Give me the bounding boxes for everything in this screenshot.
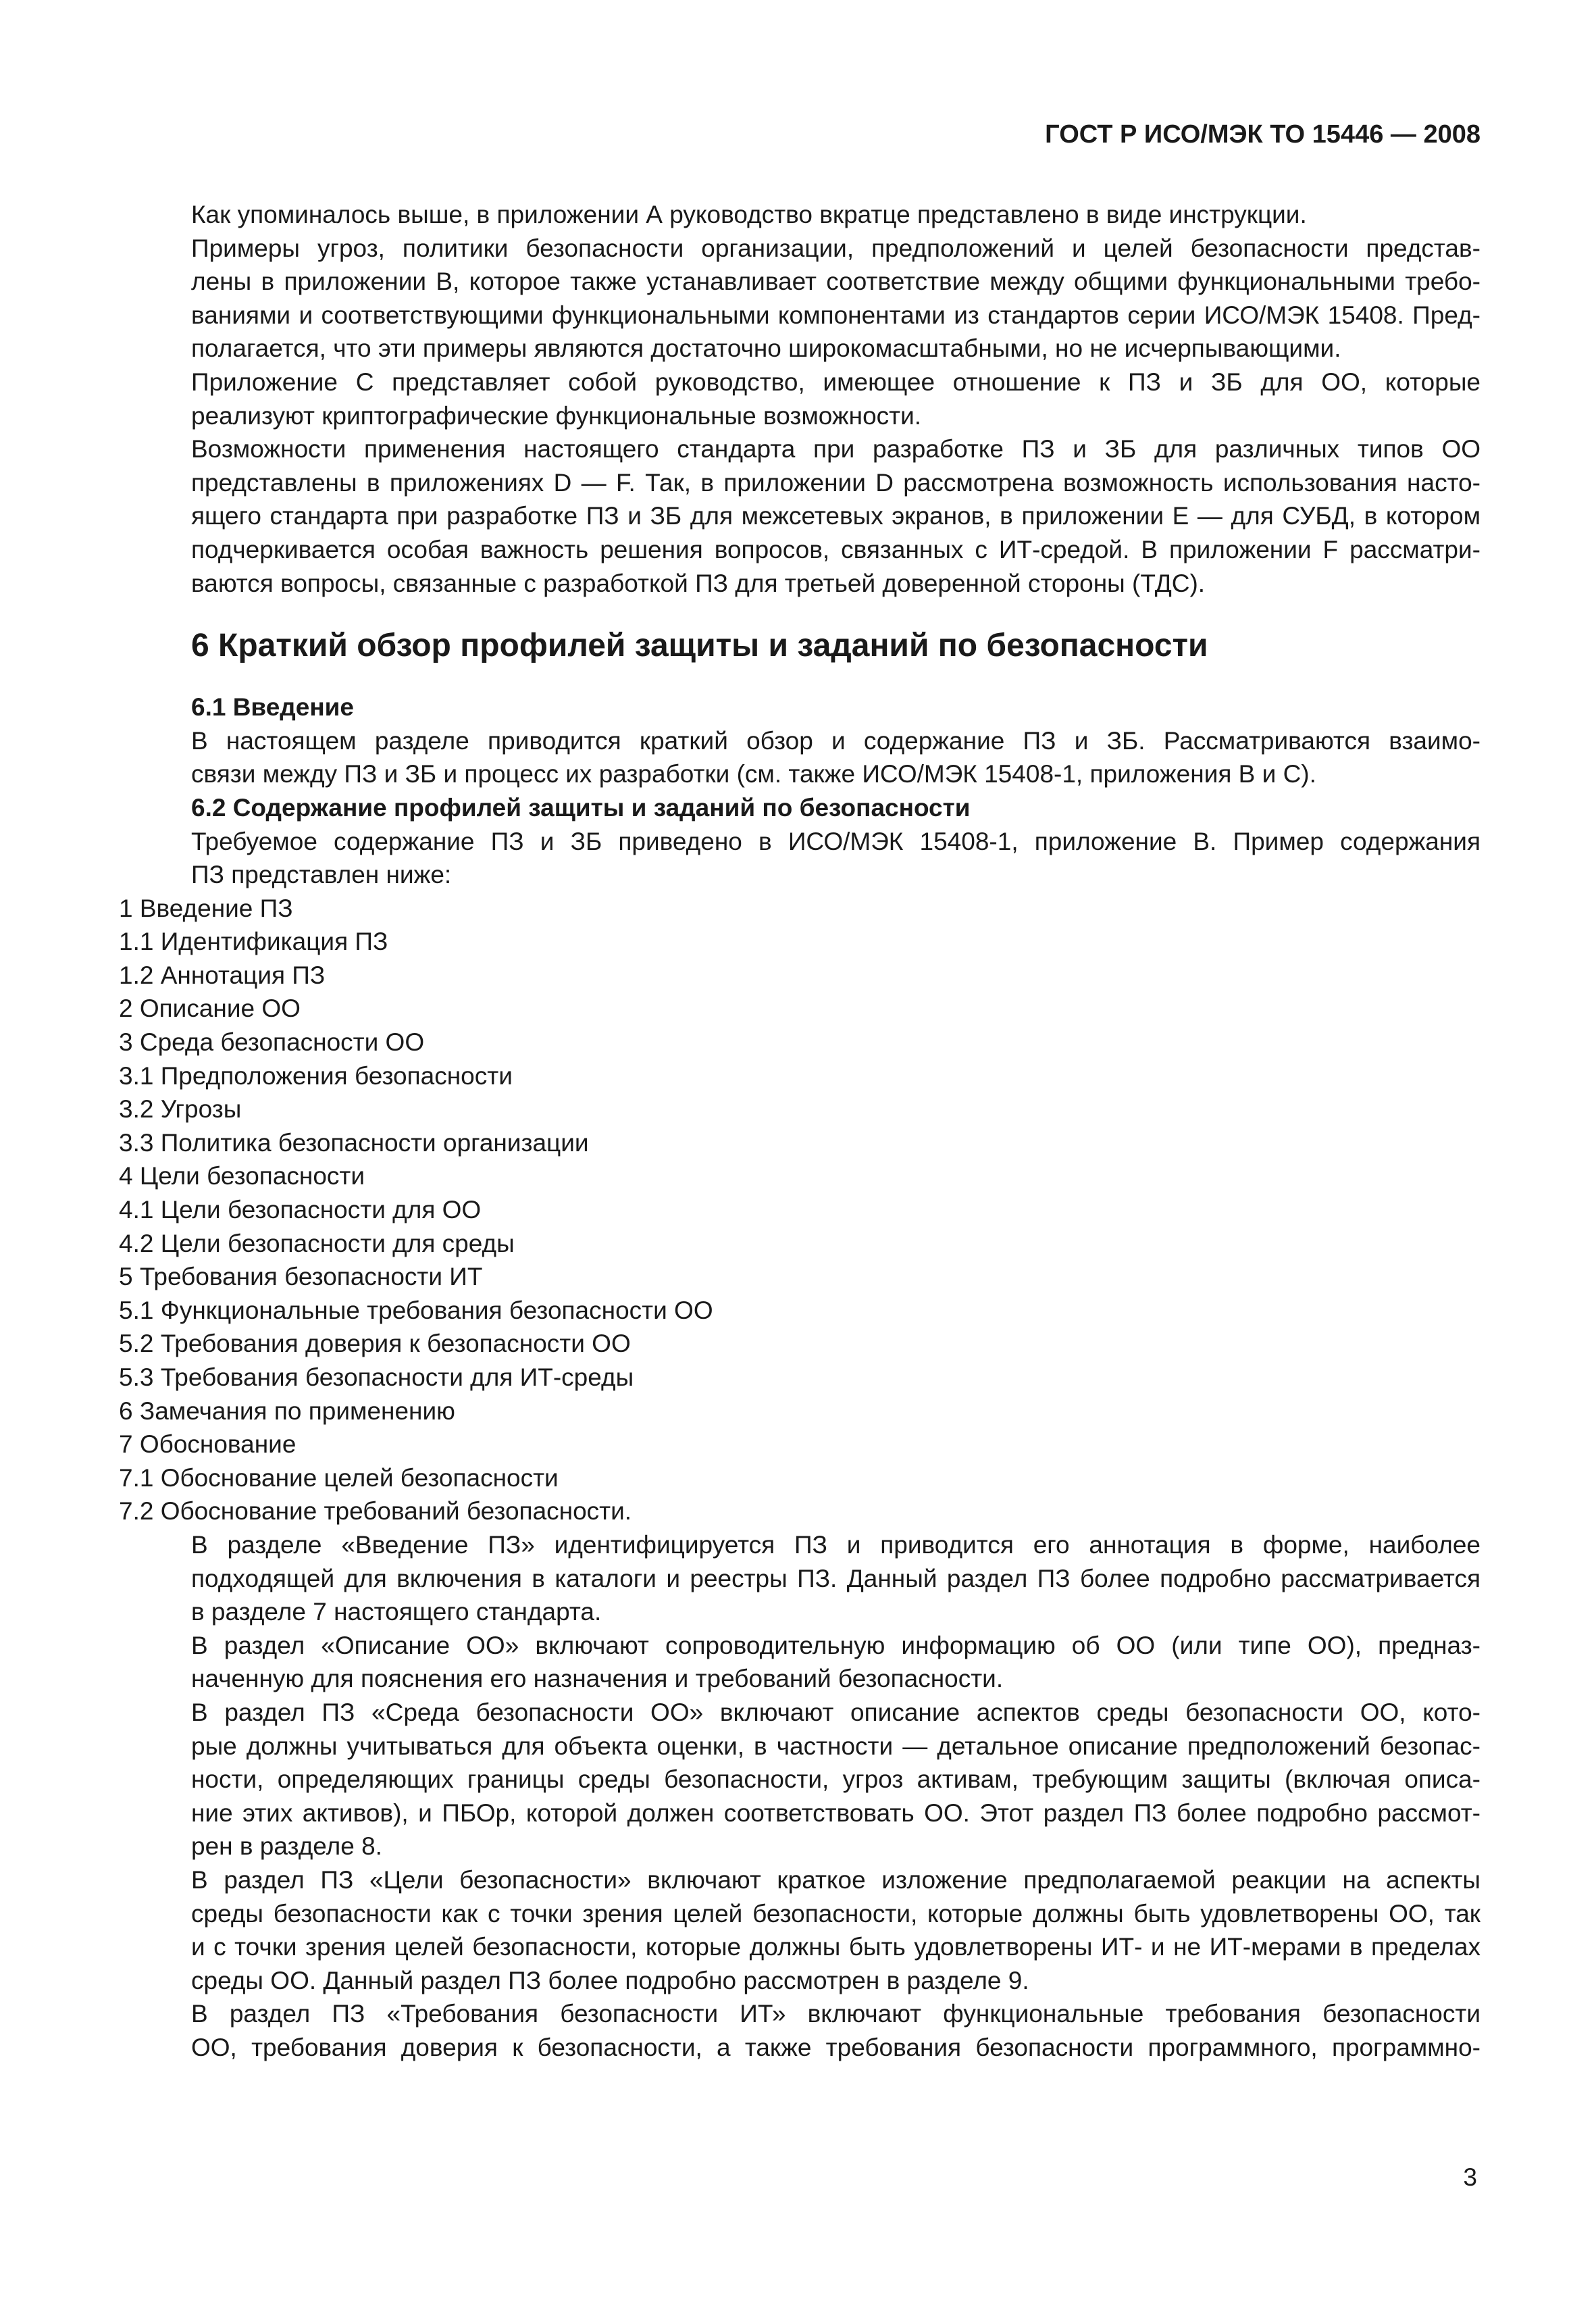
subsection-6-2-heading: 6.2 Содержание профилей защиты и заданий по безопасности bbox=[191, 793, 971, 822]
text-line: полагается, что эти примеры являются достаточно широкомасштабными, но не исчерпывающими. bbox=[191, 334, 1341, 363]
intro-paragraph-1 bbox=[119, 198, 1481, 232]
list-item: 7.1 Обоснование целей безопасности bbox=[119, 1463, 559, 1492]
text-line: представлены в приложениях D — F. Так, в приложении D рассмотрена возможность использования насто- bbox=[191, 468, 1481, 497]
text-line: среды ОО. Данный раздел ПЗ более подробно рассмотрен в разделе 9. bbox=[191, 1966, 1029, 1994]
list-item: 7 Обоснование bbox=[119, 1430, 297, 1459]
text-line: ПЗ представлен ниже: bbox=[191, 861, 452, 889]
text-line: В раздел ПЗ «Среда безопасности ОО» включают описание аспектов среды безопасности ОО, кото- bbox=[191, 1698, 1481, 1726]
text-line: рен в разделе 8. bbox=[191, 1832, 382, 1861]
page-content bbox=[119, 198, 1481, 2064]
text-line: наченную для пояснения его назначения и требований безопасности. bbox=[191, 1665, 1004, 1693]
text-line: В раздел ПЗ «Требования безопасности ИТ» включают функциональные требования безопасности bbox=[191, 2000, 1481, 2028]
list-item: 4.2 Цели безопасности для среды bbox=[119, 1229, 515, 1257]
list-item: 6 Замечания по применению bbox=[119, 1397, 455, 1425]
text-line: В разделе «Введение ПЗ» идентифицируется ПЗ и приводится его аннотация в форме, наиболее bbox=[191, 1530, 1481, 1559]
text-line: подходящей для включения в каталоги и реестры ПЗ. Данный раздел ПЗ более подробно рассматривается bbox=[191, 1564, 1481, 1592]
text-line: Требуемое содержание ПЗ и ЗБ приведено в ИСО/МЭК 15408-1, приложение В. Пример содержания bbox=[191, 827, 1481, 855]
text-line: и с точки зрения целей безопасности, которые должны быть удовлетворены ИТ- и не ИТ-мерами в пределах bbox=[191, 1933, 1481, 1961]
list-item: 4 Цели безопасности bbox=[119, 1162, 365, 1190]
text-line: среды безопасности как с точки зрения целей безопасности, которые должны быть удовлетворены ОО, так bbox=[191, 1899, 1481, 1928]
text-line: рые должны учитываться для объекта оценки, в частности — детальное описание предположений безопас- bbox=[191, 1732, 1481, 1760]
text-line: ОО, требования доверия к безопасности, а также требования безопасности программного, программно- bbox=[191, 2033, 1481, 2061]
list-item: 1 Введение ПЗ bbox=[119, 894, 293, 922]
list-item: 2 Описание ОО bbox=[119, 995, 301, 1023]
text-line: ности, определяющих границы среды безопасности, угроз активам, требующим защиты (включая описа- bbox=[191, 1765, 1481, 1794]
text-line: ваниями и соответствующими функциональными компонентами из стандартов серии ИСО/МЭК 15408. Пред- bbox=[191, 301, 1481, 329]
body-paragraph bbox=[119, 1863, 1481, 1997]
subsection-6-2-paragraph bbox=[119, 825, 1481, 892]
text-line: подчеркивается особая важность решения вопросов, связанных с ИТ-средой. В приложении F рассматри- bbox=[191, 535, 1481, 563]
text-line: В настоящем разделе приводится краткий обзор и содержание ПЗ и ЗБ. Рассматриваются взаимо- bbox=[191, 726, 1481, 755]
list-item: 3.3 Политика безопасности организации bbox=[119, 1128, 589, 1157]
body-paragraph bbox=[119, 1997, 1481, 2064]
text-line: Возможности применения настоящего стандарта при разработке ПЗ и ЗБ для различных типов ОО bbox=[191, 435, 1481, 463]
list-item: 4.1 Цели безопасности для ОО bbox=[119, 1196, 482, 1224]
list-item: 5.2 Требования доверия к безопасности ОО bbox=[119, 1330, 631, 1358]
text-line: Примеры угроз, политики безопасности организации, предположений и целей безопасности представ- bbox=[191, 234, 1481, 262]
page-number: 3 bbox=[1463, 2163, 1477, 2191]
text-line: ящего стандарта при разработке ПЗ и ЗБ для межсетевых экранов, в приложении Е — для СУБД, в котором bbox=[191, 502, 1481, 530]
list-item: 5.3 Требования безопасности для ИТ-среды bbox=[119, 1363, 634, 1391]
intro-paragraph-2 bbox=[119, 232, 1481, 366]
text-line: связи между ПЗ и ЗБ и процесс их разработки (см. также ИСО/МЭК 15408-1, приложения В и С). bbox=[191, 760, 1316, 788]
subsection-6-1-heading: 6.1 Введение bbox=[191, 693, 355, 722]
body-paragraph bbox=[119, 1629, 1481, 1696]
list-item: 5 Требования безопасности ИТ bbox=[119, 1263, 483, 1291]
list-item: 3 Среда безопасности ОО bbox=[119, 1028, 425, 1057]
text-line: В раздел ПЗ «Цели безопасности» включают краткое изложение предполагаемой реакции на аспекты bbox=[191, 1865, 1481, 1894]
document-code-header: ГОСТ Р ИСО/МЭК ТО 15446 — 2008 bbox=[1045, 120, 1481, 149]
section-6-heading: 6 Краткий обзор профилей защиты и заданий по безопасности bbox=[191, 628, 1208, 664]
intro-paragraph-3 bbox=[119, 366, 1481, 432]
text-line: ваются вопросы, связанные с разработкой ПЗ для третьей доверенной стороны (ТДС). bbox=[191, 569, 1206, 597]
pz-contents-list bbox=[119, 892, 1481, 1528]
text-line: Приложение С представляет собой руководство, имеющее отношение к ПЗ и ЗБ для ОО, которые bbox=[191, 368, 1481, 396]
list-item: 7.2 Обоснование требований безопасности. bbox=[119, 1497, 632, 1526]
text-line: лены в приложении В, которое также устанавливает соответствие между общими функциональными требо- bbox=[191, 268, 1481, 296]
text-line: реализуют криптографические функциональные возможности. bbox=[191, 401, 922, 430]
subsection-6-1-paragraph bbox=[119, 724, 1481, 791]
text-line: ние этих активов), и ПБОр, которой должен соответствовать ОО. Этот раздел ПЗ более подробно рассмот- bbox=[191, 1799, 1481, 1827]
body-paragraph bbox=[119, 1528, 1481, 1629]
intro-paragraph-4 bbox=[119, 432, 1481, 600]
list-item: 5.1 Функциональные требования безопасности ОО bbox=[119, 1296, 713, 1324]
text-line: в разделе 7 настоящего стандарта. bbox=[191, 1598, 602, 1626]
list-item: 3.1 Предположения безопасности bbox=[119, 1061, 513, 1090]
list-item: 1.1 Идентификация ПЗ bbox=[119, 928, 388, 956]
body-paragraph bbox=[119, 1696, 1481, 1863]
text-line: Как упоминалось выше, в приложении А руководство вкратце представлено в виде инструкции. bbox=[191, 201, 1307, 228]
list-item: 1.2 Аннотация ПЗ bbox=[119, 961, 326, 989]
text-line: В раздел «Описание ОО» включают сопроводительную информацию об ОО (или типе ОО), предназ- bbox=[191, 1631, 1481, 1659]
list-item: 3.2 Угрозы bbox=[119, 1095, 242, 1124]
